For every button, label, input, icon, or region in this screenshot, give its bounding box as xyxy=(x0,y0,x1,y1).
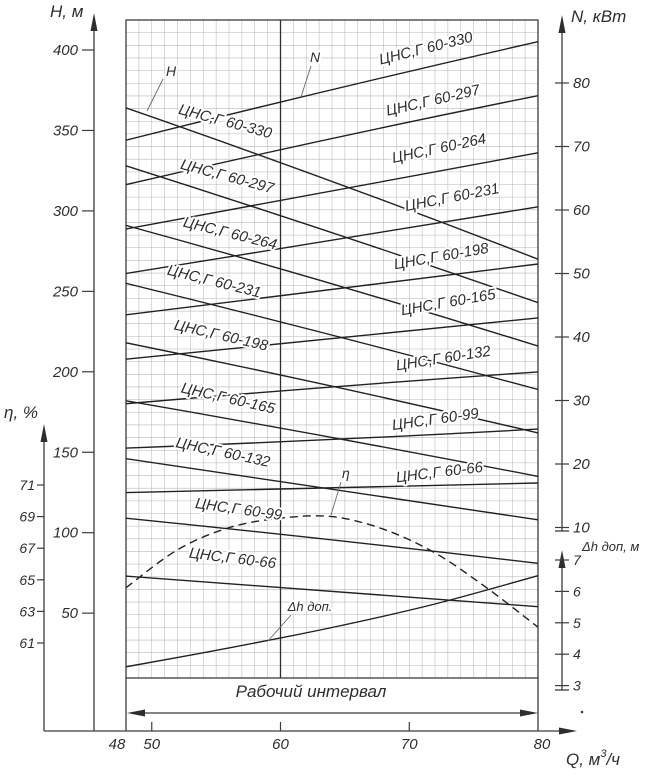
tick-marks xyxy=(19,42,590,753)
head-curve-label-60-198: ЦНС,Г 60-198 xyxy=(172,316,270,355)
head-curve-label-60-66: ЦНС,Г 60-66 xyxy=(188,544,277,573)
n-tick-label: 20 xyxy=(573,456,590,473)
eta-marker-leader xyxy=(331,482,341,515)
h-tick-label: 100 xyxy=(52,524,78,542)
dh-tick-label: 4 xyxy=(573,646,581,663)
dh-axis-arrow xyxy=(559,550,566,568)
working-interval-label: Рабочий интервал xyxy=(235,682,387,701)
q-tick-label: 60 xyxy=(272,736,289,753)
power-curve-label-60-231: ЦНС,Г 60-231 xyxy=(403,180,501,216)
power-curve-label-60-99: ЦНС,Г 60-99 xyxy=(390,405,480,435)
eta-tick-label: 67 xyxy=(19,540,35,557)
h-tick-label: 300 xyxy=(52,202,78,220)
h-axis-arrow xyxy=(91,13,98,31)
head-curve-label-60-264: ЦНС,Г 60-264 xyxy=(181,213,279,254)
h-tick-label: 350 xyxy=(52,122,78,140)
head-curve-label-60-297: ЦНС,Г 60-297 xyxy=(178,156,276,198)
h-marker-leader xyxy=(147,79,163,111)
head-curve-label-60-330: ЦНС,Г 60-330 xyxy=(176,101,274,143)
n-tick-label: 60 xyxy=(573,202,590,219)
power-curve-label-60-297: ЦНС,Г 60-297 xyxy=(384,81,482,120)
eta-marker-label: η xyxy=(342,465,350,481)
eta-tick-label: 61 xyxy=(19,635,35,651)
working-interval-arrow-right xyxy=(520,710,538,717)
dh-axis-title: Δh доп, м xyxy=(582,539,640,554)
power-curve-label-60-330: ЦНС,Г 60-330 xyxy=(377,28,475,69)
working-interval xyxy=(127,682,538,717)
n-tick-label: 80 xyxy=(573,75,590,92)
dh-tick-label: 5 xyxy=(573,614,581,631)
h-tick-label: 150 xyxy=(52,444,78,462)
power-curve-label-60-132: ЦНС,Г 60-132 xyxy=(394,342,492,375)
n-tick-label: 40 xyxy=(573,329,590,346)
working-interval-arrow-left xyxy=(127,710,145,717)
head-curve-label-60-231: ЦНС,Г 60-231 xyxy=(165,261,263,302)
eta-axis-title: η, % xyxy=(4,403,38,422)
dh-marker-label: Δh доп. xyxy=(287,599,333,614)
axes xyxy=(4,2,639,769)
eta-tick-label: 71 xyxy=(19,477,35,493)
h-tick-label: 50 xyxy=(61,605,78,623)
q-tick-label: 80 xyxy=(533,736,551,753)
h-axis-title: Н, м xyxy=(50,2,84,21)
eta-axis-arrow xyxy=(41,424,48,442)
n-marker-label: N xyxy=(310,49,321,65)
n-axis-title: N, кВт xyxy=(571,7,627,26)
dh-tick-label: 3 xyxy=(573,677,581,694)
eta-tick-label: 65 xyxy=(19,571,35,588)
dh-tick-label: 6 xyxy=(573,583,581,600)
power-curve-label-60-264: ЦНС,Г 60-264 xyxy=(390,130,488,167)
head-curve-label-60-165: ЦНС,Г 60-165 xyxy=(179,379,277,418)
head-curve-label-60-132: ЦНС,Г 60-132 xyxy=(174,434,272,471)
h-tick-label: 400 xyxy=(52,42,78,59)
h-marker-label: Н xyxy=(166,63,177,79)
power-curve-label-60-198: ЦНС,Г 60-198 xyxy=(392,239,490,274)
n-tick-label: 50 xyxy=(573,265,590,283)
q-axis-title: Q, $м^3/ч$ xyxy=(566,748,620,769)
stray-dot xyxy=(581,711,584,714)
eta-tick-label: 69 xyxy=(19,508,35,525)
q-tick-label: 48 xyxy=(108,736,126,753)
n-tick-label: 10 xyxy=(573,519,590,537)
grid xyxy=(126,20,538,731)
dh-tick-label: 7 xyxy=(573,552,581,568)
head-curve-label-60-99: ЦНС,Г 60-99 xyxy=(194,495,284,525)
n-tick-label: 70 xyxy=(573,138,590,156)
h-tick-label: 250 xyxy=(52,283,78,301)
power-curve-label-60-66: ЦНС,Г 60-66 xyxy=(395,458,484,487)
n-tick-label: 30 xyxy=(573,392,590,410)
q-tick-label: 70 xyxy=(400,736,418,753)
n-axis-arrow xyxy=(559,15,566,33)
power-curve-label-60-165: ЦНС,Г 60-165 xyxy=(399,285,497,320)
eta-tick-label: 63 xyxy=(19,603,35,620)
q-tick-label: 50 xyxy=(143,736,161,753)
h-tick-label: 200 xyxy=(52,363,78,381)
q-axis-arrow xyxy=(559,728,577,735)
